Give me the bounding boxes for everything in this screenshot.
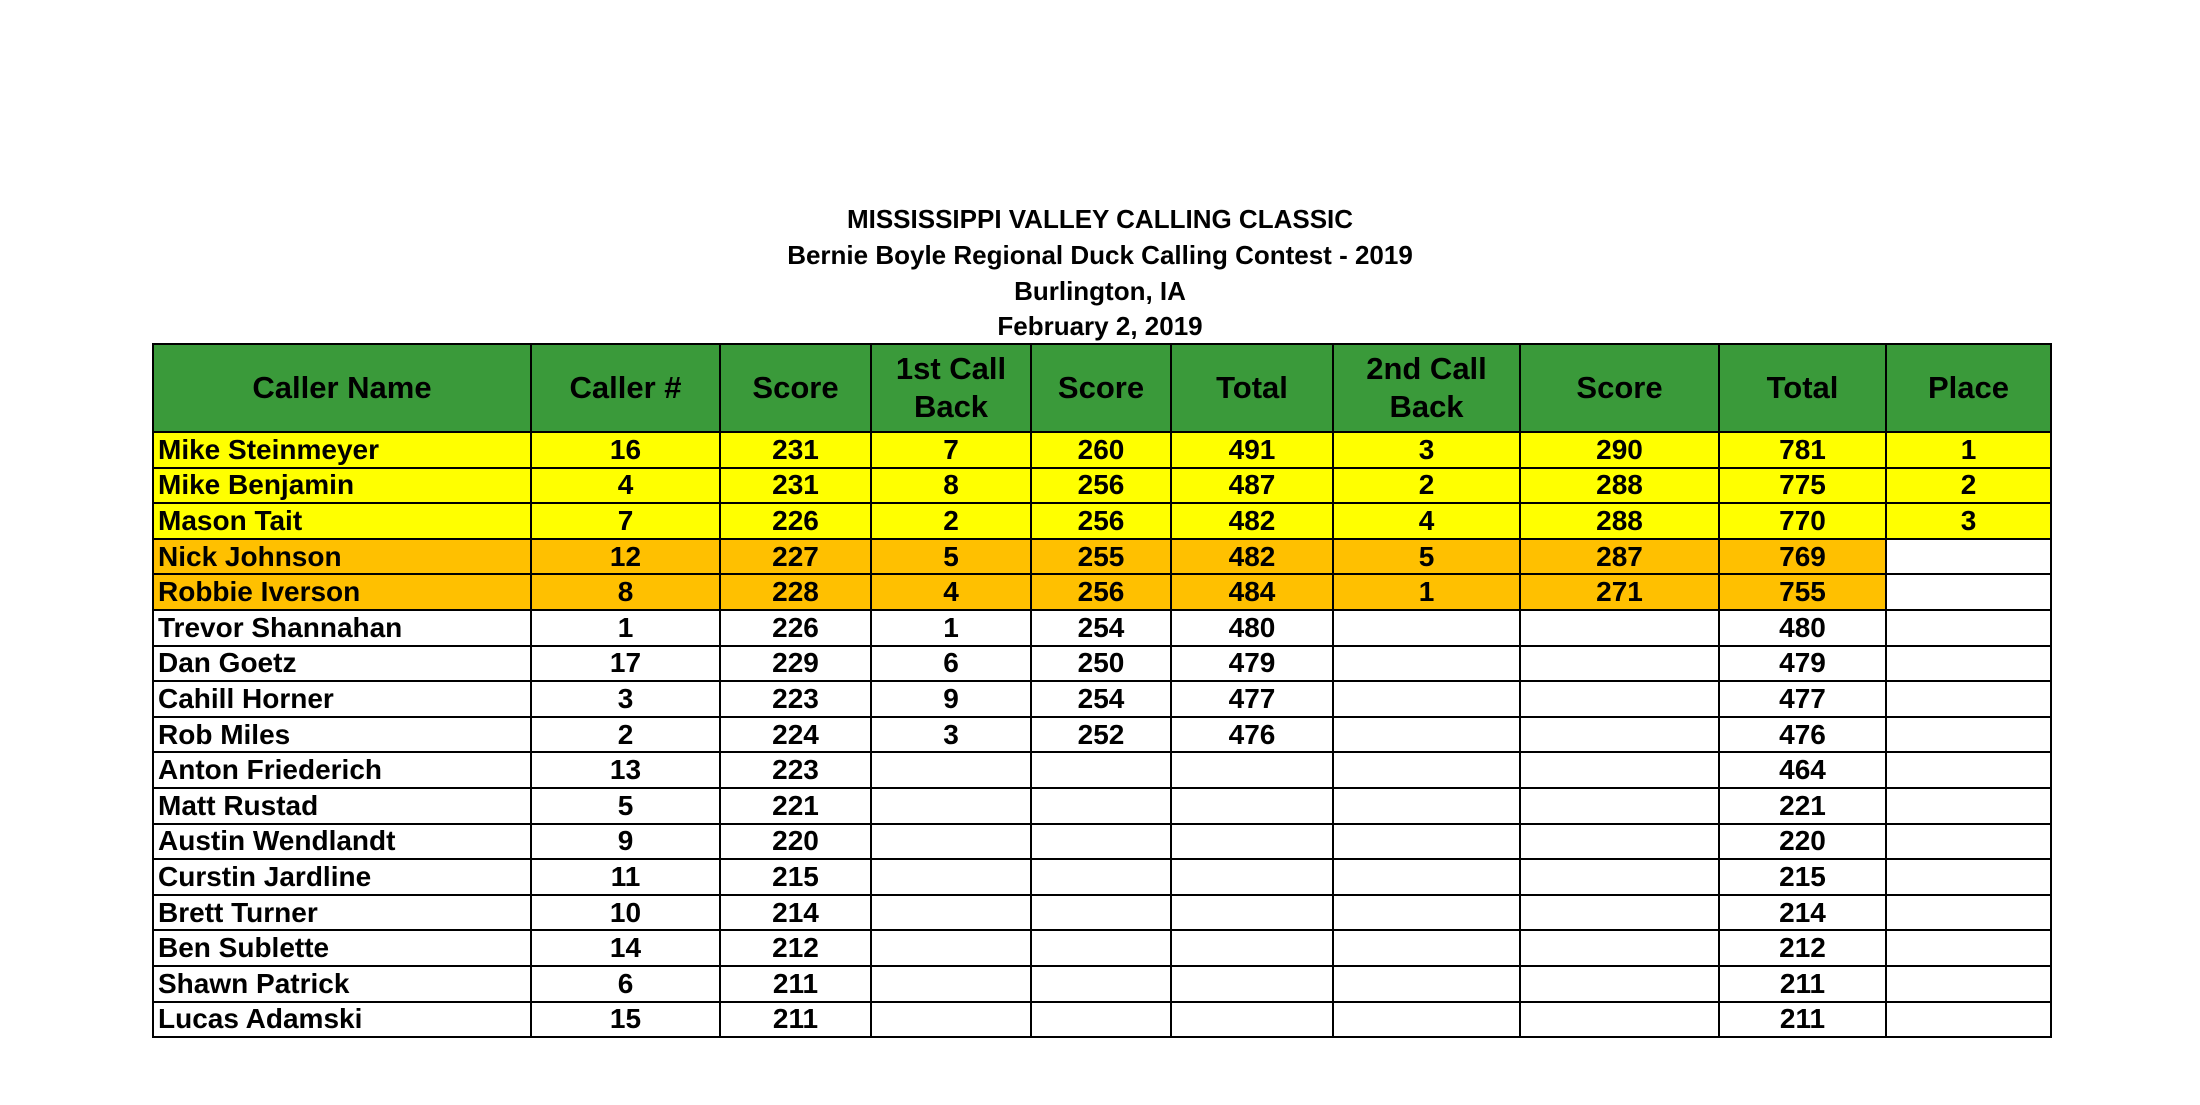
table-row (153, 646, 2051, 682)
caller-number-cell: 2 (531, 717, 720, 753)
second-call-back-score-cell (1520, 1002, 1719, 1038)
final-total-cell: 770 (1719, 503, 1886, 539)
score-cell: 228 (720, 574, 871, 610)
first-total-cell (1171, 966, 1333, 1002)
place-cell: 1 (1886, 432, 2051, 468)
caller-number-cell: 13 (531, 752, 720, 788)
first-call-back-cell: 3 (871, 717, 1031, 753)
second-call-back-score-cell: 271 (1520, 574, 1719, 610)
results-table (152, 343, 2052, 1038)
second-call-back-cell (1333, 717, 1520, 753)
caller-name-cell: Dan Goetz (153, 646, 531, 682)
caller-name-cell: Mike Benjamin (153, 468, 531, 504)
table-row (153, 824, 2051, 860)
score-cell: 221 (720, 788, 871, 824)
second-call-back-score-cell (1520, 859, 1719, 895)
score-cell: 227 (720, 539, 871, 575)
score-cell: 220 (720, 824, 871, 860)
first-total-cell: 480 (1171, 610, 1333, 646)
score-cell: 211 (720, 966, 871, 1002)
second-call-back-score-cell: 288 (1520, 503, 1719, 539)
caller-number-cell: 1 (531, 610, 720, 646)
first-total-cell: 484 (1171, 574, 1333, 610)
contest-header (0, 201, 2200, 343)
caller-name-cell: Ben Sublette (153, 930, 531, 966)
score-cell: 211 (720, 1002, 871, 1038)
place-cell (1886, 717, 2051, 753)
column-header-caller-number: Caller # (531, 344, 720, 432)
caller-name-cell: Curstin Jardline (153, 859, 531, 895)
second-call-back-score-cell: 290 (1520, 432, 1719, 468)
first-total-cell: 476 (1171, 717, 1333, 753)
first-call-back-cell: 8 (871, 468, 1031, 504)
table-row (153, 610, 2051, 646)
score-cell: 224 (720, 717, 871, 753)
score-cell: 223 (720, 681, 871, 717)
second-call-back-cell (1333, 824, 1520, 860)
final-total-cell: 480 (1719, 610, 1886, 646)
table-row (153, 503, 2051, 539)
final-total-cell: 211 (1719, 966, 1886, 1002)
first-total-cell: 482 (1171, 503, 1333, 539)
caller-name-cell: Mason Tait (153, 503, 531, 539)
final-total-cell: 755 (1719, 574, 1886, 610)
place-cell (1886, 895, 2051, 931)
first-total-cell (1171, 859, 1333, 895)
second-call-back-cell: 2 (1333, 468, 1520, 504)
second-call-back-cell: 3 (1333, 432, 1520, 468)
table-row (153, 468, 2051, 504)
caller-number-cell: 8 (531, 574, 720, 610)
second-call-back-cell (1333, 895, 1520, 931)
table-row (153, 895, 2051, 931)
table-row (153, 966, 2051, 1002)
place-cell (1886, 646, 2051, 682)
second-call-back-score-cell (1520, 895, 1719, 931)
first-total-cell (1171, 824, 1333, 860)
place-cell (1886, 610, 2051, 646)
score-cell: 223 (720, 752, 871, 788)
place-cell (1886, 859, 2051, 895)
first-total-cell (1171, 1002, 1333, 1038)
column-header-first-call-back: 1st Call Back (871, 344, 1031, 432)
place-cell (1886, 1002, 2051, 1038)
place-cell (1886, 681, 2051, 717)
second-call-back-score-cell (1520, 966, 1719, 1002)
table-row (153, 432, 2051, 468)
column-header-final-total: Total (1719, 344, 1886, 432)
first-total-cell: 479 (1171, 646, 1333, 682)
final-total-cell: 215 (1719, 859, 1886, 895)
caller-number-cell: 17 (531, 646, 720, 682)
column-header-first-total: Total (1171, 344, 1333, 432)
column-header-caller-name: Caller Name (153, 344, 531, 432)
caller-number-cell: 9 (531, 824, 720, 860)
second-call-back-score-cell (1520, 610, 1719, 646)
caller-number-cell: 14 (531, 930, 720, 966)
first-call-back-score-cell (1031, 824, 1171, 860)
table-row (153, 681, 2051, 717)
caller-name-cell: Cahill Horner (153, 681, 531, 717)
final-total-cell: 781 (1719, 432, 1886, 468)
column-header-score: Score (720, 344, 871, 432)
second-call-back-cell (1333, 930, 1520, 966)
second-call-back-score-cell (1520, 824, 1719, 860)
first-call-back-cell: 1 (871, 610, 1031, 646)
place-cell (1886, 788, 2051, 824)
place-cell (1886, 539, 2051, 575)
caller-name-cell: Lucas Adamski (153, 1002, 531, 1038)
caller-number-cell: 12 (531, 539, 720, 575)
score-cell: 215 (720, 859, 871, 895)
caller-number-cell: 10 (531, 895, 720, 931)
final-total-cell: 477 (1719, 681, 1886, 717)
first-call-back-score-cell (1031, 788, 1171, 824)
final-total-cell: 775 (1719, 468, 1886, 504)
second-call-back-score-cell: 287 (1520, 539, 1719, 575)
second-call-back-score-cell: 288 (1520, 468, 1719, 504)
score-cell: 214 (720, 895, 871, 931)
first-call-back-score-cell: 254 (1031, 681, 1171, 717)
final-total-cell: 212 (1719, 930, 1886, 966)
column-header-first-call-back-score: Score (1031, 344, 1171, 432)
second-call-back-score-cell (1520, 788, 1719, 824)
second-call-back-cell (1333, 610, 1520, 646)
second-call-back-cell (1333, 1002, 1520, 1038)
first-call-back-cell (871, 859, 1031, 895)
first-call-back-score-cell (1031, 895, 1171, 931)
first-call-back-score-cell: 260 (1031, 432, 1171, 468)
column-header-second-call-back: 2nd Call Back (1333, 344, 1520, 432)
final-total-cell: 464 (1719, 752, 1886, 788)
first-call-back-score-cell: 250 (1031, 646, 1171, 682)
caller-name-cell: Trevor Shannahan (153, 610, 531, 646)
table-row (153, 539, 2051, 575)
score-cell: 231 (720, 432, 871, 468)
second-call-back-cell: 1 (1333, 574, 1520, 610)
results-body (153, 432, 2051, 1037)
table-row (153, 930, 2051, 966)
second-call-back-score-cell (1520, 646, 1719, 682)
first-call-back-score-cell (1031, 1002, 1171, 1038)
place-cell (1886, 752, 2051, 788)
second-call-back-cell: 5 (1333, 539, 1520, 575)
contest-subtitle: Bernie Boyle Regional Duck Calling Contest - 2019 (787, 240, 1413, 270)
first-total-cell (1171, 930, 1333, 966)
final-total-cell: 221 (1719, 788, 1886, 824)
first-call-back-score-cell: 255 (1031, 539, 1171, 575)
caller-name-cell: Mike Steinmeyer (153, 432, 531, 468)
first-call-back-cell: 2 (871, 503, 1031, 539)
second-call-back-cell (1333, 859, 1520, 895)
column-header-place: Place (1886, 344, 2051, 432)
first-call-back-cell: 4 (871, 574, 1031, 610)
final-total-cell: 476 (1719, 717, 1886, 753)
first-call-back-cell: 5 (871, 539, 1031, 575)
caller-name-cell: Shawn Patrick (153, 966, 531, 1002)
place-cell (1886, 966, 2051, 1002)
caller-number-cell: 11 (531, 859, 720, 895)
table-row (153, 788, 2051, 824)
first-call-back-score-cell: 256 (1031, 468, 1171, 504)
first-total-cell: 477 (1171, 681, 1333, 717)
first-call-back-cell (871, 752, 1031, 788)
first-total-cell: 482 (1171, 539, 1333, 575)
first-total-cell: 487 (1171, 468, 1333, 504)
first-total-cell: 491 (1171, 432, 1333, 468)
final-total-cell: 214 (1719, 895, 1886, 931)
table-header-row (153, 344, 2051, 432)
second-call-back-score-cell (1520, 752, 1719, 788)
score-cell: 226 (720, 503, 871, 539)
first-total-cell (1171, 895, 1333, 931)
place-cell: 3 (1886, 503, 2051, 539)
score-cell: 229 (720, 646, 871, 682)
caller-name-cell: Brett Turner (153, 895, 531, 931)
second-call-back-cell: 4 (1333, 503, 1520, 539)
first-call-back-score-cell: 256 (1031, 574, 1171, 610)
second-call-back-score-cell (1520, 681, 1719, 717)
first-call-back-cell: 6 (871, 646, 1031, 682)
caller-name-cell: Nick Johnson (153, 539, 531, 575)
final-total-cell: 479 (1719, 646, 1886, 682)
first-call-back-score-cell: 256 (1031, 503, 1171, 539)
first-call-back-score-cell (1031, 966, 1171, 1002)
first-total-cell (1171, 788, 1333, 824)
place-cell (1886, 930, 2051, 966)
first-call-back-score-cell: 254 (1031, 610, 1171, 646)
caller-name-cell: Rob Miles (153, 717, 531, 753)
score-cell: 231 (720, 468, 871, 504)
caller-name-cell: Anton Friederich (153, 752, 531, 788)
column-header-second-call-back-score: Score (1520, 344, 1719, 432)
second-call-back-score-cell (1520, 717, 1719, 753)
caller-name-cell: Austin Wendlandt (153, 824, 531, 860)
place-cell (1886, 574, 2051, 610)
first-call-back-cell (871, 930, 1031, 966)
caller-number-cell: 3 (531, 681, 720, 717)
table-row (153, 574, 2051, 610)
final-total-cell: 211 (1719, 1002, 1886, 1038)
final-total-cell: 769 (1719, 539, 1886, 575)
first-call-back-score-cell (1031, 930, 1171, 966)
first-call-back-score-cell (1031, 752, 1171, 788)
first-call-back-cell (871, 966, 1031, 1002)
second-call-back-cell (1333, 646, 1520, 682)
caller-number-cell: 16 (531, 432, 720, 468)
first-call-back-score-cell: 252 (1031, 717, 1171, 753)
caller-number-cell: 15 (531, 1002, 720, 1038)
second-call-back-cell (1333, 681, 1520, 717)
first-call-back-cell: 9 (871, 681, 1031, 717)
second-call-back-cell (1333, 752, 1520, 788)
second-call-back-cell (1333, 966, 1520, 1002)
contest-date: February 2, 2019 (997, 311, 1203, 341)
caller-number-cell: 7 (531, 503, 720, 539)
place-cell: 2 (1886, 468, 2051, 504)
first-call-back-score-cell (1031, 859, 1171, 895)
caller-number-cell: 5 (531, 788, 720, 824)
contest-location: Burlington, IA (1014, 276, 1186, 306)
first-call-back-cell (871, 895, 1031, 931)
final-total-cell: 220 (1719, 824, 1886, 860)
first-call-back-cell: 7 (871, 432, 1031, 468)
score-cell: 226 (720, 610, 871, 646)
first-call-back-cell (871, 1002, 1031, 1038)
contest-title: MISSISSIPPI VALLEY CALLING CLASSIC (846, 204, 1354, 234)
second-call-back-score-cell (1520, 930, 1719, 966)
second-call-back-cell (1333, 788, 1520, 824)
first-call-back-cell (871, 824, 1031, 860)
table-row (153, 717, 2051, 753)
table-row (153, 1002, 2051, 1038)
score-cell: 212 (720, 930, 871, 966)
table-row (153, 859, 2051, 895)
place-cell (1886, 824, 2051, 860)
caller-name-cell: Robbie Iverson (153, 574, 531, 610)
table-row (153, 752, 2051, 788)
caller-number-cell: 4 (531, 468, 720, 504)
caller-number-cell: 6 (531, 966, 720, 1002)
first-call-back-cell (871, 788, 1031, 824)
first-total-cell (1171, 752, 1333, 788)
caller-name-cell: Matt Rustad (153, 788, 531, 824)
